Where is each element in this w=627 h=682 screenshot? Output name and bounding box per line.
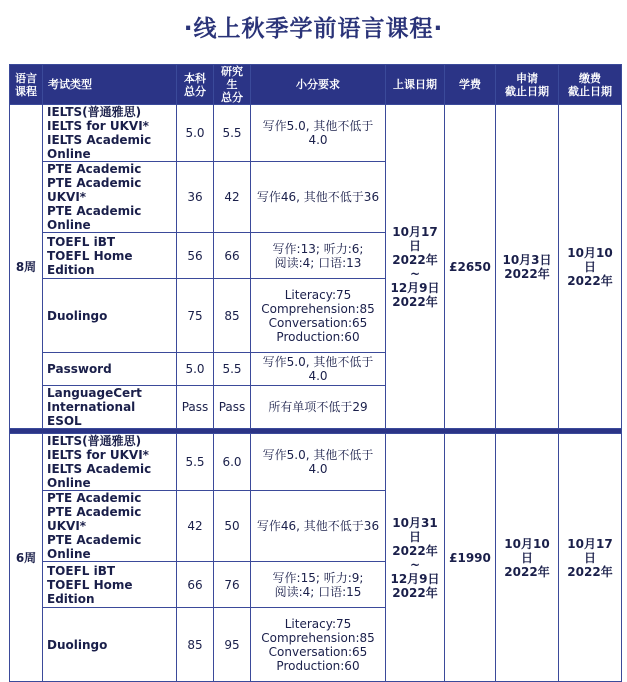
pg-score-cell: 85 [214, 279, 251, 353]
header-pay-deadline: 缴费 截止日期 [559, 65, 622, 105]
start-date-cell: 10月17日 2022年 ~ 12月9日 2022年 [386, 105, 445, 429]
exam-type-cell: PTE Academic PTE Academic UKVI* PTE Academic Online [43, 491, 177, 562]
ug-score-cell: 66 [177, 562, 214, 608]
exam-type-cell: IELTS(普通雅思) IELTS for UKVI* IELTS Academic Online [43, 105, 177, 162]
header-ug-score: 本科 总分 [177, 65, 214, 105]
start-date-cell: 10月31日 2022年 ~ 12月9日 2022年 [386, 434, 445, 682]
sub-requirement-cell: 所有单项不低于29 [251, 386, 386, 429]
pg-score-cell: 66 [214, 233, 251, 279]
exam-type-cell: TOEFL iBT TOEFL Home Edition [43, 233, 177, 279]
exam-type-cell: TOEFL iBT TOEFL Home Edition [43, 562, 177, 608]
pg-score-cell: 5.5 [214, 353, 251, 386]
table-row [10, 105, 622, 162]
pay-deadline-cell: 10月17日 2022年 [559, 434, 622, 682]
pg-score-cell: 5.5 [214, 105, 251, 162]
ug-score-cell: 5.0 [177, 105, 214, 162]
exam-type-cell: PTE Academic PTE Academic UKVI* PTE Academic Online [43, 162, 177, 233]
pg-score-cell: 50 [214, 491, 251, 562]
course-table [9, 64, 622, 682]
duration-cell: 6周 [10, 434, 43, 682]
exam-type-cell: Duolingo [43, 608, 177, 682]
ug-score-cell: 56 [177, 233, 214, 279]
sub-requirement-cell: 写作:15; 听力:9; 阅读:4; 口语:15 [251, 562, 386, 608]
exam-type-cell: LanguageCert International ESOL [43, 386, 177, 429]
pg-score-cell: 42 [214, 162, 251, 233]
ug-score-cell: 75 [177, 279, 214, 353]
sub-requirement-cell: 写作46, 其他不低于36 [251, 162, 386, 233]
exam-type-cell: Duolingo [43, 279, 177, 353]
header-row [10, 65, 622, 105]
page-title: ·线上秋季学前语言课程· [183, 16, 444, 42]
fee-cell: £2650 [445, 105, 496, 429]
sub-requirement-cell: 写作:13; 听力:6; 阅读:4; 口语:13 [251, 233, 386, 279]
ug-score-cell: 36 [177, 162, 214, 233]
apply-deadline-cell: 10月3日 2022年 [496, 105, 559, 429]
apply-deadline-cell: 10月10日 2022年 [496, 434, 559, 682]
fee-cell: £1990 [445, 434, 496, 682]
header-exam-type: 考试类型 [43, 65, 177, 105]
header-sub-requirements: 小分要求 [251, 65, 386, 105]
header-pg-score: 研究生 总分 [214, 65, 251, 105]
ug-score-cell: 5.5 [177, 434, 214, 491]
ug-score-cell: Pass [177, 386, 214, 429]
exam-type-cell: IELTS(普通雅思) IELTS for UKVI* IELTS Academic Online [43, 434, 177, 491]
sub-requirement-cell: 写作5.0, 其他不低于4.0 [251, 353, 386, 386]
ug-score-cell: 5.0 [177, 353, 214, 386]
header-apply-deadline: 申请 截止日期 [496, 65, 559, 105]
table-row [10, 434, 622, 491]
pg-score-cell: 95 [214, 608, 251, 682]
header-start-date: 上课日期 [386, 65, 445, 105]
sub-requirement-cell: 写作46, 其他不低于36 [251, 491, 386, 562]
duration-cell: 8周 [10, 105, 43, 429]
pay-deadline-cell: 10月10日 2022年 [559, 105, 622, 429]
header-duration: 语言 课程 [10, 65, 43, 105]
header-fee: 学费 [445, 65, 496, 105]
exam-type-cell: Password [43, 353, 177, 386]
ug-score-cell: 42 [177, 491, 214, 562]
sub-requirement-cell: Literacy:75 Comprehension:85 Conversation:65 Production:60 [251, 279, 386, 353]
sub-requirement-cell: 写作5.0, 其他不低于4.0 [251, 105, 386, 162]
ug-score-cell: 85 [177, 608, 214, 682]
sub-requirement-cell: Literacy:75 Comprehension:85 Conversation:65 Production:60 [251, 608, 386, 682]
pg-score-cell: 6.0 [214, 434, 251, 491]
pg-score-cell: 76 [214, 562, 251, 608]
pg-score-cell: Pass [214, 386, 251, 429]
sub-requirement-cell: 写作5.0, 其他不低于4.0 [251, 434, 386, 491]
